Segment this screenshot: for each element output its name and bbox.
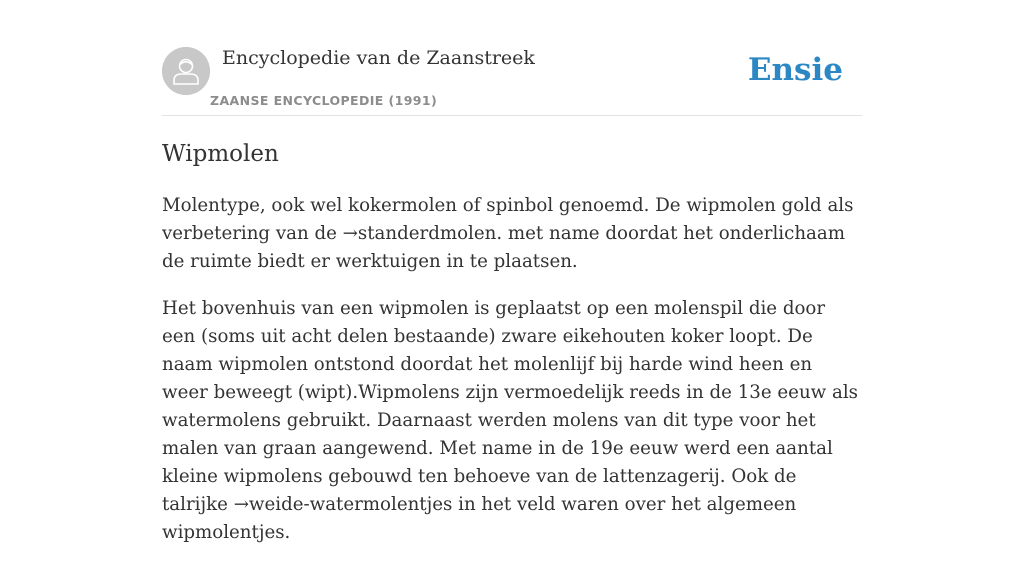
link-standerdmolen[interactable]: →standerdmolen [342, 223, 497, 244]
entry-title: Wipmolen [162, 141, 279, 167]
source-header [162, 46, 862, 116]
paragraph-1 [162, 192, 862, 276]
paragraph-2 [162, 295, 862, 547]
user-silhouette-icon [162, 47, 210, 95]
ensie-logo[interactable]: Ensie [747, 52, 843, 88]
paragraph-2-text-end: in het veld waren over het algemeen wipmolentjes. [162, 494, 797, 543]
paragraph-1-text-start: Molentype, ook wel kokermolen of spinbol genoemd. De wipmolen gold als verbetering van de [162, 195, 854, 244]
source-avatar[interactable] [162, 47, 210, 95]
paragraph-2-text-start: Het bovenhuis van een wipmolen is geplaatst op een molenspil die door een (soms uit acht delen bestaande) zware eikehouten koker loopt. De naam wipmolen ontstond doordat het molenlijf bij harde wind heen en weer beweegt (wipt).Wipmolens zijn vermoedelijk reeds in de 13e eeuw als watermolens gebruikt. Daarnaast werden molens van dit type voor het malen van graan aangewend. Met name in de 19e eeuw werd een aantal kleine wipmolens gebouwd ten behoeve van de lattenzagerij. Ook de talrijke [162, 298, 859, 515]
source-subtitle: ZAANSE ENCYCLOPEDIE (1991) [210, 93, 438, 108]
link-weide-watermolentjes[interactable]: →weide-watermolentjes [233, 494, 453, 515]
entry-body [162, 192, 862, 566]
source-title-link[interactable]: Encyclopedie van de Zaanstreek [222, 47, 535, 69]
paragraph-1-text-end: . met name doordat het onderlichaam de ruimte biedt er werktuigen in te plaatsen. [162, 223, 845, 272]
